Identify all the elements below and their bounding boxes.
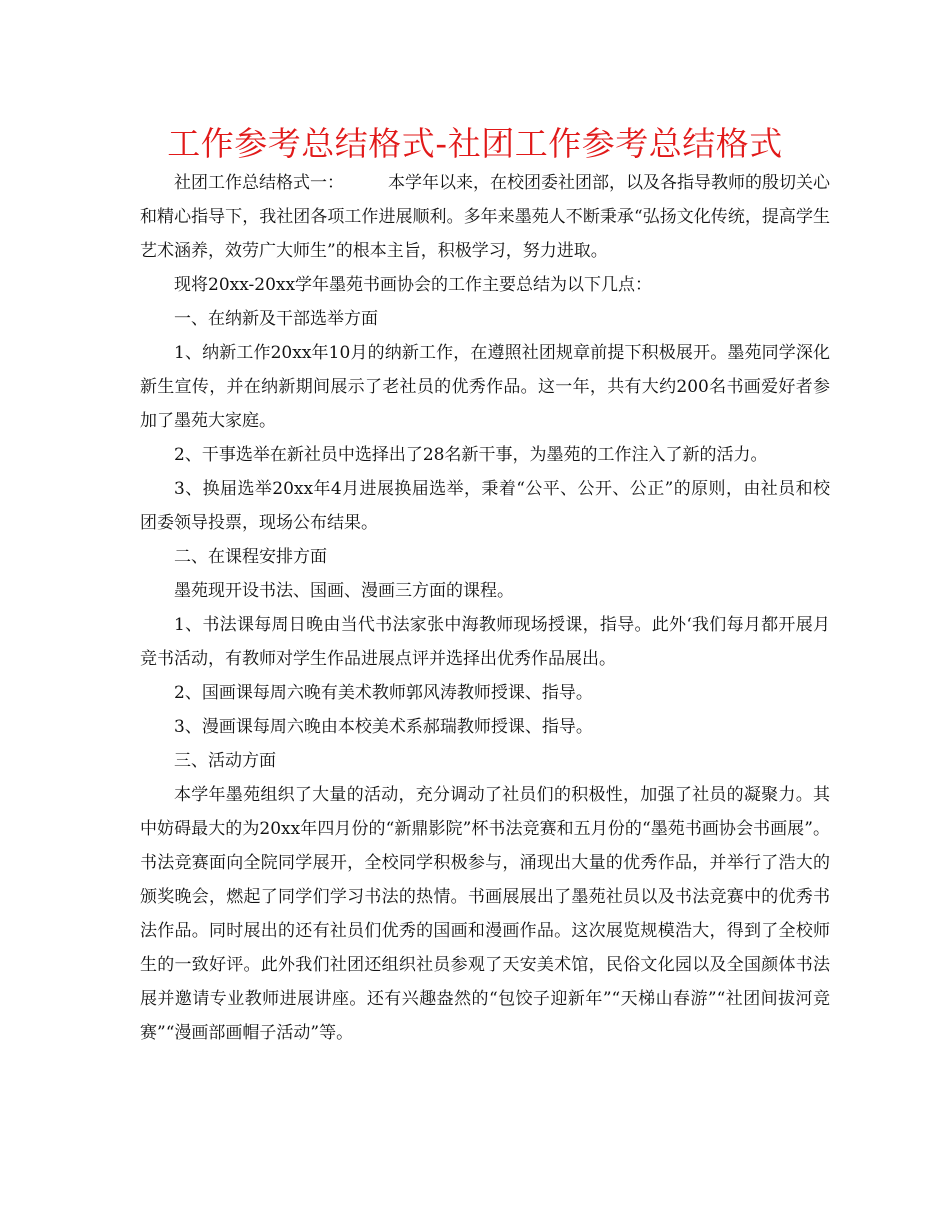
paragraph-summary-lead: 现将20xx-20xx学年墨苑书画协会的工作主要总结为以下几点： <box>174 275 653 295</box>
paragraph-officer-election: 2、干事选举在新社员中选择出了28名新干事，为墨苑的工作注入了新的活力。 <box>174 445 768 465</box>
paragraph-recruitment: 1、纳新工作20xx年10月的纳新工作，在遵照社团规章前提下积极展开。墨苑同学深化新生宣传，并在纳新期间展示了老社员的优秀作品。这一年，共有大约200名书画爱好者参加了墨苑大家庭。 <box>140 343 830 431</box>
paragraph-painting-course: 2、国画课每周六晚有美术教师郭风涛教师授课、指导。 <box>174 683 593 703</box>
paragraph-courses-intro: 墨苑现开设书法、国画、漫画三方面的课程。 <box>174 581 514 601</box>
paragraph-term-election: 3、换届选举20xx年4月进展换届选举，秉着“公平、公开、公正”的原则，由社员和校团委领导投票，现场公布结果。 <box>140 479 830 533</box>
paragraph-calligraphy-course: 1、书法课每周日晚由当代书法家张中海教师现场授课，指导。此外‘我们每月都开展月竞书活动，有教师对学生作品进展点评并选择出优秀作品展出。 <box>140 615 830 669</box>
document-title: 工作参考总结格式-社团工作参考总结格式 <box>167 124 783 163</box>
section-heading-courses: 二、在课程安排方面 <box>174 547 327 567</box>
section-heading-recruitment: 一、在纳新及干部选举方面 <box>174 309 378 329</box>
paragraph-intro <box>140 166 830 268</box>
paragraph-text: 本学年以来，在校团委社团部，以及各指导教师的殷切关心和精心指导下，我社团各项工作进展顺利。多年来墨苑人不断秉承“弘扬文化传统，提高学生艺术涵养，效劳广大师生”的根本主旨，积极学习，努力进取。 <box>140 173 830 261</box>
paragraph-activities: 本学年墨苑组织了大量的活动，充分调动了社员们的积极性，加强了社员的凝聚力。其中妨碍最大的为20xx年四月份的“新鼎影院”杯书法竞赛和五月份的“墨苑书画协会书画展”。书法竞赛面向全院同学展开，全校同学积极参与，涌现出大量的优秀作品，并举行了浩大的颁奖晚会，燃起了同学们学习书法的热情。书画展展出了墨苑社员以及书法竞赛中的优秀书法作品。同时展出的还有社员们优秀的国画和漫画作品。这次展览规模浩大，得到了全校师生的一致好评。此外我们社团还组织社员参观了天安美术馆，民俗文化园以及全国颜体书法展并邀请专业教师进展讲座。还有兴趣盎然的“包饺子迎新年”“天梯山春游”“社团间拔河竞赛”“漫画部画帽子活动”等。 <box>140 785 830 1043</box>
intro-label: 社团工作总结格式一： <box>174 173 344 193</box>
paragraph-comic-course: 3、漫画课每周六晚由本校美术系郝瑞教师授课、指导。 <box>174 717 593 737</box>
document-body <box>140 166 830 1050</box>
section-heading-activities: 三、活动方面 <box>174 751 276 771</box>
